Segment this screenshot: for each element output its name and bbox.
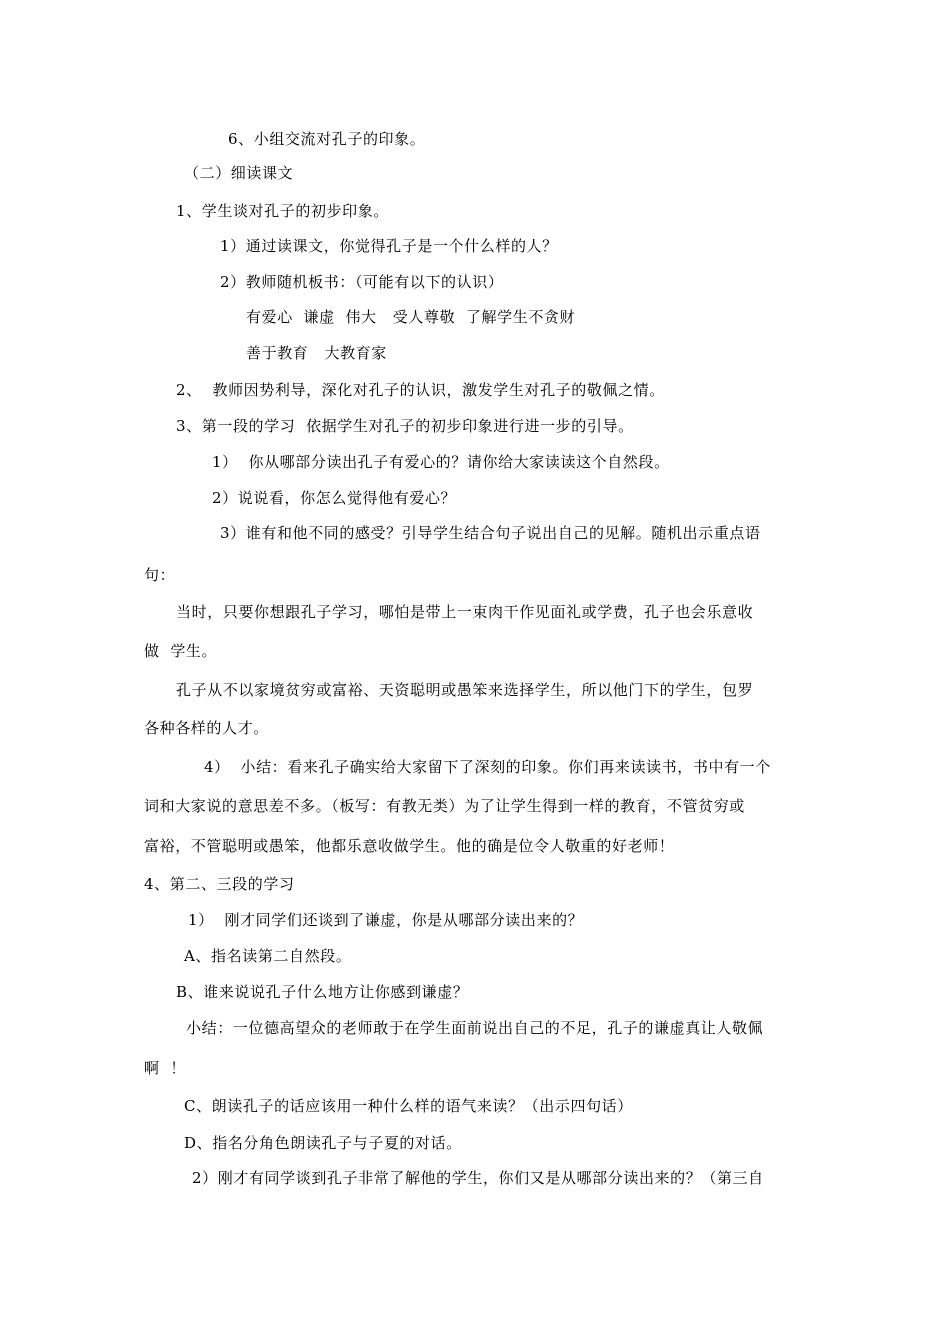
text-line: A、指名读第二自然段。: [184, 947, 352, 965]
text-line: 小结：一位德高望众的老师敢于在学生面前说出自己的不足，孔子的谦虚真让人敬佩: [186, 1019, 764, 1037]
text-line: D、指名分角色朗读孔子与子夏的对话。: [184, 1134, 462, 1152]
text-line: 1）通过读课文，你觉得孔子是一个什么样的人？: [220, 237, 558, 255]
text-line: 句：: [144, 566, 176, 584]
text-line: 有爱心 谦虚 伟大 受人尊敬 了解学生不贪财: [246, 308, 576, 326]
text-line: 2）刚才有同学谈到孔子非常了解他的学生，你们又是从哪部分读出来的？（第三自: [192, 1169, 764, 1187]
text-line: 1） 你从哪部分读出孔子有爱心的？请你给大家读读这个自然段。: [212, 453, 670, 471]
section-heading: 4、第二、三段的学习: [144, 875, 295, 893]
text-line: 1、学生谈对孔子的初步印象。: [176, 202, 389, 220]
text-line: 3）谁有和他不同的感受？引导学生结合句子说出自己的见解。随机出示重点语: [220, 524, 761, 542]
text-line: C、朗读孔子的话应该用一种什么样的语气来读？（出示四句话）: [184, 1097, 633, 1115]
section-heading: （二）细读课文: [184, 164, 294, 182]
text-line: 富裕，不管聪明或愚笨，他都乐意收做学生。他的确是位令人敬重的好老师！: [144, 837, 675, 855]
text-line: 2）教师随机板书：（可能有以下的认识）: [220, 273, 504, 291]
text-line: B、谁来说说孔子什么地方让你感到谦虚？: [176, 983, 469, 1001]
text-line: 2）说说看，你怎么觉得他有爱心？: [212, 489, 457, 507]
quote-line: 孔子从不以家境贫穷或富裕、天资聪明或愚笨来选择学生，所以他门下的学生，包罗: [176, 681, 754, 699]
text-line: 1） 刚才同学们还谈到了谦虚，你是从哪部分读出来的？: [188, 911, 584, 929]
text-line: 4） 小结：看来孔子确实给大家留下了深刻的印象。你们再来读读书，书中有一个: [204, 758, 771, 776]
text-line: 2、 教师因势利导，深化对孔子的认识，激发学生对孔子的敬佩之情。: [176, 381, 665, 399]
quote-line: 当时，只要你想跟孔子学习，哪怕是带上一束肉干作见面礼或学费，孔子也会乐意收: [176, 603, 754, 621]
text-line: 3、第一段的学习 依据学生对孔子的初步印象进行进一步的引导。: [176, 417, 634, 435]
text-line: 啊 ！: [144, 1059, 186, 1077]
quote-line: 各种各样的人才。: [144, 719, 269, 737]
quote-line: 做 学生。: [144, 642, 218, 660]
text-line: 6、小组交流对孔子的印象。: [228, 130, 426, 148]
text-line: 词和大家说的意思差不多。（板写：有教无类）为了让学生得到一样的教育，不管贫穷或: [144, 797, 745, 815]
text-line: 善于教育 大教育家: [246, 344, 387, 362]
